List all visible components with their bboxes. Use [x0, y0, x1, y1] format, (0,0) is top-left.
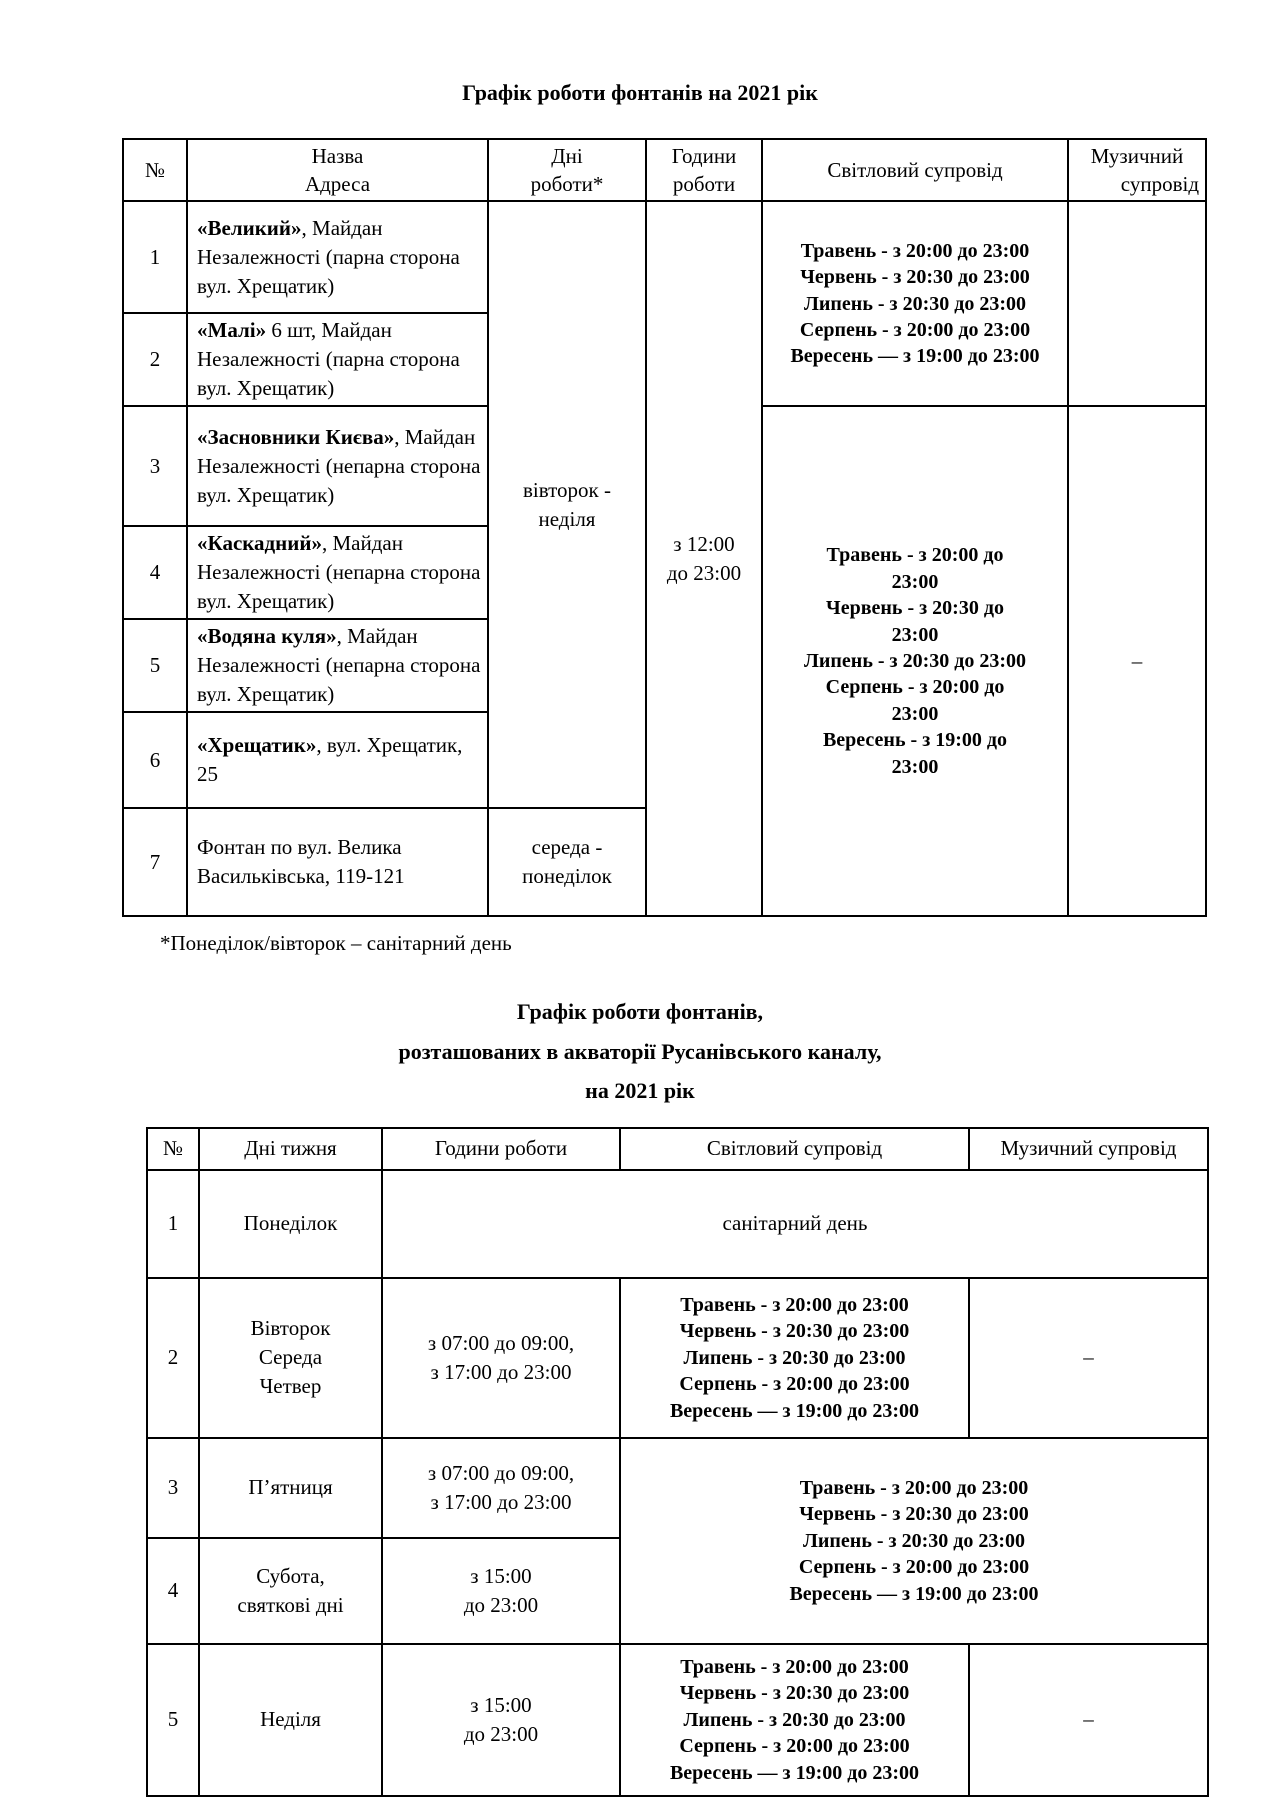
- t1-header-light-show: Світловий супровід: [762, 139, 1068, 202]
- table1-title: Графік роботи фонтанів на 2021 рік: [462, 80, 818, 105]
- table-row: [147, 1644, 1208, 1796]
- work-hours-line1: з 15:00: [470, 1692, 532, 1717]
- row-number: 4: [123, 526, 187, 619]
- sanitary-day-footnote: *Понеділок/вівторок – санітарний день: [160, 931, 512, 956]
- light-schedule-rows3-7: [762, 406, 1068, 916]
- work-hours: [382, 1278, 620, 1438]
- light-line: Червень - з 20:30 до 23:00: [679, 1320, 910, 1343]
- work-days-tue-sun: вівторок - неділя: [488, 201, 646, 808]
- work-hours: [382, 1538, 620, 1644]
- music-cell-dash: –: [969, 1278, 1208, 1438]
- work-hours: [382, 1438, 620, 1538]
- light-schedule-sunday: [620, 1644, 969, 1796]
- light-line: Серпень - з 20:00 до 23:00: [679, 1373, 910, 1396]
- work-hours-line2: до 23:00: [463, 1721, 539, 1746]
- fountain-schedule-table: [122, 138, 1207, 918]
- light-line: Травень - з 20:00 до 23:00: [680, 1655, 909, 1678]
- fountain-name-address: [187, 201, 488, 313]
- weekday-line: Середа: [258, 1345, 323, 1370]
- light-line: Липень - з 20:30 до 23:00: [683, 1708, 906, 1731]
- weekday-cell: П’ятниця: [199, 1438, 382, 1538]
- light-line: Травень - з 20:00 до 23:00: [826, 544, 1004, 593]
- table-row: [123, 201, 1206, 313]
- row-number: 3: [123, 406, 187, 526]
- light-line: Травень - з 20:00 до 23:00: [799, 1476, 1029, 1499]
- music-cell-dash: –: [1068, 406, 1206, 916]
- fountain-name-address: [187, 619, 488, 712]
- t1-header-hours-line2: роботи: [672, 172, 736, 197]
- table-row: [147, 1170, 1208, 1278]
- row-number: 3: [147, 1438, 199, 1538]
- table2-title-line3: на 2021 рік: [585, 1078, 695, 1104]
- work-hours-line1: з 07:00 до 09:00,: [427, 1460, 575, 1485]
- fountain-address: , Майдан Незалежності (непарна сторона вул. Хрещатик): [197, 624, 481, 707]
- light-line: Липень - з 20:30 до 23:00: [802, 1529, 1026, 1552]
- work-hours: [382, 1644, 620, 1796]
- work-hours-line1: з 12:00: [673, 531, 735, 556]
- t2-header-light-show: Світловий супровід: [620, 1128, 969, 1170]
- work-hours-line2: до 23:00: [666, 560, 742, 585]
- light-line: Серпень - з 20:00 до 23:00: [799, 319, 1031, 342]
- row-number: 5: [147, 1644, 199, 1796]
- row-number: 2: [147, 1278, 199, 1438]
- light-schedule-tue-thu: [620, 1278, 969, 1438]
- work-hours-line2: до 23:00: [463, 1592, 539, 1617]
- t2-header-weekdays: Дні тижня: [199, 1128, 382, 1170]
- light-line: Липень - з 20:30 до 23:00: [683, 1346, 906, 1369]
- light-line: Вересень — з 19:00 до 23:00: [789, 1582, 1039, 1605]
- weekday-line: Четвер: [259, 1374, 322, 1399]
- t1-header-name-line1: Назва: [311, 143, 364, 168]
- work-days-wed-mon: середа - понеділок: [488, 808, 646, 916]
- fountain-address: , Майдан Незалежності (парна сторона вул. Хрещатик): [197, 215, 460, 298]
- t1-header-days-line2: роботи*: [530, 172, 604, 197]
- fountain-name: «Засновники Києва»: [197, 424, 395, 449]
- work-hours: [646, 201, 762, 916]
- weekday-cell: Неділя: [199, 1644, 382, 1796]
- row-number: 6: [123, 712, 187, 808]
- weekday-cell: [199, 1538, 382, 1644]
- table1-header-row: [123, 139, 1206, 202]
- row-number: 1: [147, 1170, 199, 1278]
- fountain-address: , Майдан Незалежності (непарна сторона вул. Хрещатик): [197, 424, 481, 507]
- weekday-line: святкові дні: [237, 1592, 344, 1617]
- t2-header-number: №: [147, 1128, 199, 1170]
- t1-header-name-line2: Адреса: [304, 172, 371, 197]
- light-line: Вересень — з 19:00 до 23:00: [790, 345, 1040, 368]
- light-line: Вересень - з 19:00 до 23:00: [822, 729, 1008, 778]
- row-number: 2: [123, 313, 187, 406]
- music-cell-dash: –: [969, 1644, 1208, 1796]
- work-hours-line1: з 07:00 до 09:00,: [427, 1330, 575, 1355]
- light-line: Червень - з 20:30 до 23:00: [679, 1682, 910, 1705]
- fountain-name-address: [187, 313, 488, 406]
- light-line: Червень - з 20:30 до 23:00: [799, 1503, 1029, 1526]
- row-number: 7: [123, 808, 187, 916]
- light-line: Червень - з 20:30 до 23:00: [826, 597, 1004, 646]
- t1-header-music: [1068, 139, 1206, 202]
- row-number: 1: [123, 201, 187, 313]
- t2-header-work-hours: Години роботи: [382, 1128, 620, 1170]
- weekday-line: Субота,: [256, 1563, 325, 1588]
- table2-title-line2: розташованих в акваторії Русанівського каналу,: [398, 1038, 882, 1064]
- t1-header-name-address: [187, 139, 488, 202]
- table2-title: [0, 992, 1280, 1111]
- t1-header-hours-line1: Години: [671, 143, 737, 168]
- light-schedule-block: [803, 542, 1028, 780]
- fountain-name: «Хрещатик»: [197, 733, 317, 758]
- sanitary-day-cell: санітарний день: [382, 1170, 1208, 1278]
- row-number: 4: [147, 1538, 199, 1644]
- row-number: 5: [123, 619, 187, 712]
- light-line: Серпень - з 20:00 до 23:00: [679, 1735, 910, 1758]
- fountain-address: 6 шт, Майдан Незалежності (парна сторона вул. Хрещатик): [197, 318, 460, 401]
- table-row: [147, 1438, 1208, 1538]
- fountain-address: , Майдан Незалежності (непарна сторона вул. Хрещатик): [197, 531, 481, 614]
- t1-header-work-hours: [646, 139, 762, 202]
- fountain-name-address: [187, 406, 488, 526]
- light-schedule-rows1-2: [762, 201, 1068, 406]
- light-line: Червень - з 20:30 до 23:00: [800, 266, 1030, 289]
- light-line: Вересень — з 19:00 до 23:00: [669, 1399, 920, 1422]
- table2-header-row: [147, 1128, 1208, 1170]
- work-hours-line2: з 17:00 до 23:00: [430, 1359, 572, 1384]
- t1-header-music-line1: Музичний: [1090, 143, 1184, 168]
- fountain-name-address: [187, 526, 488, 619]
- t1-header-number: №: [123, 139, 187, 202]
- light-line: Вересень — з 19:00 до 23:00: [669, 1761, 920, 1784]
- weekday-cell: [199, 1278, 382, 1438]
- fountain-name-address: [187, 808, 488, 916]
- light-line: Серпень - з 20:00 до 23:00: [798, 1556, 1030, 1579]
- t1-header-days-line1: Дні: [551, 143, 583, 168]
- light-line: Травень - з 20:00 до 23:00: [800, 239, 1030, 262]
- weekday-line: Вівторок: [250, 1316, 331, 1341]
- fountain-name: «Водяна куля»: [197, 624, 337, 649]
- fountain-address: , вул. Хрещатик, 25: [197, 733, 463, 787]
- table-row: [147, 1278, 1208, 1438]
- weekday-cell: Понеділок: [199, 1170, 382, 1278]
- light-line: Травень - з 20:00 до 23:00: [680, 1293, 909, 1316]
- fountain-name: «Каскадний»: [197, 531, 322, 556]
- fountain-name: «Великий»: [197, 215, 302, 240]
- canal-fountain-schedule-table: [146, 1127, 1209, 1797]
- light-line: Серпень - з 20:00 до 23:00: [825, 676, 1005, 725]
- light-schedule-fri-sat: [620, 1438, 1208, 1644]
- t2-header-music: Музичний супровід: [969, 1128, 1208, 1170]
- t1-header-work-days: [488, 139, 646, 202]
- work-hours-line1: з 15:00: [470, 1563, 532, 1588]
- light-line: Липень - з 20:30 до 23:00: [803, 650, 1027, 673]
- music-cell-empty: [1068, 201, 1206, 406]
- fountain-name-address: [187, 712, 488, 808]
- table2-title-line1: Графік роботи фонтанів,: [516, 999, 764, 1025]
- t1-header-music-line2: супровід: [1120, 172, 1199, 197]
- work-hours-line2: з 17:00 до 23:00: [430, 1489, 572, 1514]
- fountain-address: Фонтан по вул. Велика Васильківська, 119-121: [197, 835, 405, 889]
- light-line: Липень - з 20:30 до 23:00: [803, 292, 1027, 315]
- fountain-name: «Малі»: [197, 318, 267, 343]
